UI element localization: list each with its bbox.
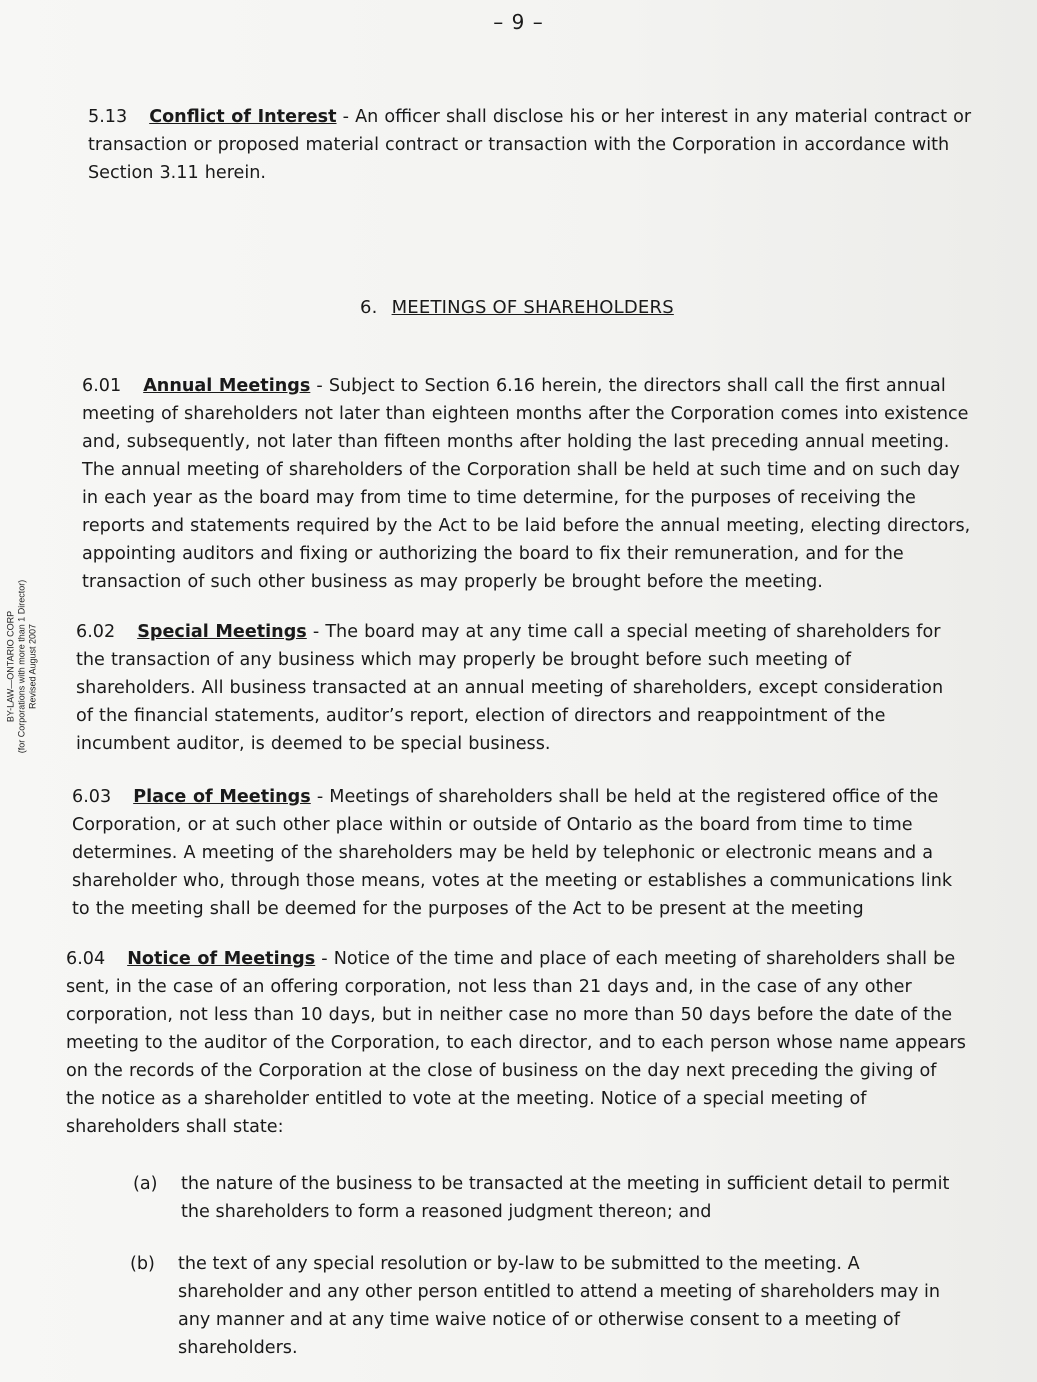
section-text: - The board may at any time call a special meeting of shareholders for the transaction of any business which may properly be brought before such meeting of shareholders. All business transacted at an annual meeting of shareholders, except consideration of the financial statements, auditor’s report, election of directors and reappointment of the incumbent auditor, is deemed to be special business. xyxy=(76,622,944,754)
section-heading: MEETINGS OF SHAREHOLDERS xyxy=(391,297,674,318)
section-number: 6.01 xyxy=(82,376,122,396)
list-marker: (a) xyxy=(133,1174,158,1194)
side-note-line: (for Corporations with more than 1 Director) xyxy=(16,579,27,754)
section-number: 6.03 xyxy=(72,787,112,807)
section-text: - An officer shall disclose his or her interest in any material contract or transaction or proposed material contract or transaction with the Corporation in accordance with Section 3.11 herein. xyxy=(88,107,972,183)
side-note xyxy=(6,517,39,817)
section-number: 5.13 xyxy=(88,107,128,127)
section-6-03 xyxy=(72,783,957,923)
page-number: – 9 – xyxy=(493,10,544,34)
section-6-02 xyxy=(76,618,956,758)
section-heading: Annual Meetings xyxy=(143,376,311,396)
section-6-04 xyxy=(66,945,971,1141)
section-number: 6. xyxy=(360,297,378,318)
list-text: the text of any special resolution or by-law to be submitted to the meeting. A shareholder and any other person entitled to attend a meeting of shareholders may in any manner and at any time waive notice of or otherwise consent to a meeting of shareholders. xyxy=(178,1254,941,1358)
section-heading: Place of Meetings xyxy=(133,787,311,807)
section-heading: Special Meetings xyxy=(137,622,307,642)
section-text: - Meetings of shareholders shall be held at the registered office of the Corporation, or at such other place within or outside of Ontario as the board from time to time determines. A meeting of the shareholders may be held by telephonic or electronic means and a shareholder who, through those means, votes at the meeting or establishes a communications link to the meeting shall be deemed for the purposes of the Act to be present at the meeting xyxy=(72,787,953,919)
section-number: 6.04 xyxy=(66,949,106,969)
section-text: - Notice of the time and place of each meeting of shareholders shall be sent, in the case of an offering corporation, not less than 21 days and, in the case of any other corporation, not less than 10 days, but in neither case no more than 50 days before the date of the meeting to the auditor of the Corporation, to each director, and to each person whose name appears on the records of the Corporation at the close of business on the day next preceding the giving of the notice as a shareholder entitled to vote at the meeting. Notice of a special meeting of shareholders shall state: xyxy=(66,949,966,1137)
section-heading: Notice of Meetings xyxy=(127,949,316,969)
section-5-13 xyxy=(88,103,978,187)
section-6-01 xyxy=(82,372,972,596)
side-note-line: BY-LAW—ONTARIO CORP xyxy=(5,610,16,723)
section-number: 6.02 xyxy=(76,622,116,642)
list-item-b xyxy=(130,1250,960,1362)
section-text: - Subject to Section 6.16 herein, the directors shall call the first annual meeting of shareholders not later than eighteen months after the Corporation comes into existence and, subsequently, not later than fifteen months after holding the last preceding annual meeting. The annual meeting of shareholders of the Corporation shall be held at such time and on such day in each year as the board may from time to time determine, for the purposes of receiving the reports and statements required by the Act to be laid before the annual meeting, electing directors, appointing auditors and fixing or authorizing the board to fix their remuneration, and for the transaction of such other business as may properly be brought before the meeting. xyxy=(82,376,971,592)
section-heading: Conflict of Interest xyxy=(149,107,337,127)
section-6-title xyxy=(360,297,674,318)
side-note-line: Revised August 2007 xyxy=(27,623,38,710)
list-marker: (b) xyxy=(130,1254,155,1274)
list-text: the nature of the business to be transacted at the meeting in sufficient detail to permit the shareholders to form a reasoned judgment thereon; and xyxy=(181,1174,950,1222)
list-item-a xyxy=(133,1170,963,1230)
